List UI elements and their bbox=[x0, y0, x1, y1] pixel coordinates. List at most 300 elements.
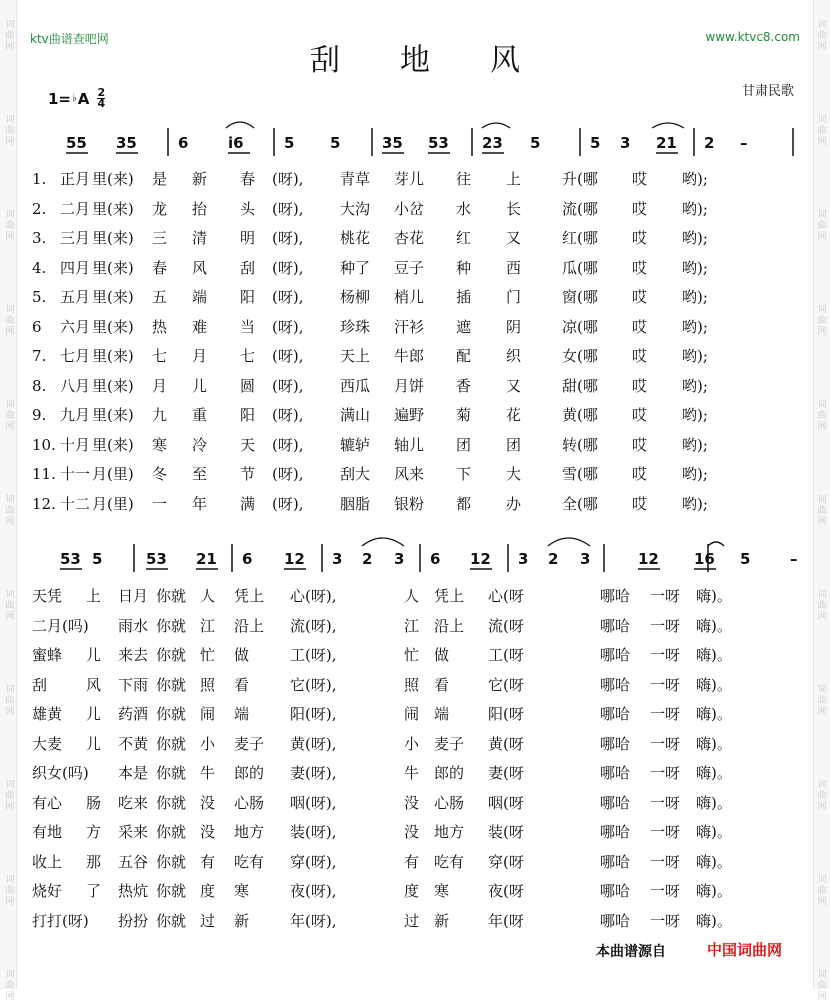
lyric-cell: 一呀 bbox=[650, 793, 681, 812]
lyric-cell: 小 bbox=[404, 734, 420, 753]
lyric-cell: 节 bbox=[240, 465, 256, 483]
lyric-cell: 年(呀 bbox=[488, 911, 524, 930]
lyric-cell: 哎 bbox=[632, 258, 648, 277]
lyric-cell: 黄(呀), bbox=[290, 734, 337, 753]
lyric-cell: 桃花 bbox=[340, 229, 371, 247]
lyric-cell: 12. bbox=[32, 494, 56, 513]
lyric-cell: (呀), bbox=[272, 406, 304, 424]
lyric-cell: 种 bbox=[456, 258, 472, 277]
note: 23 bbox=[482, 134, 503, 152]
lyric-cell: 不黄 bbox=[118, 734, 149, 753]
watermark-glyph: 网 bbox=[817, 137, 827, 147]
watermark-glyph: 曲 bbox=[817, 886, 827, 896]
lyric-cell: 3. bbox=[32, 229, 47, 247]
lyric-cell: 哪哈 bbox=[600, 882, 631, 900]
watermark-glyph: 曲 bbox=[817, 601, 827, 611]
lyric-cell: 十二 bbox=[60, 494, 91, 513]
lyric-cell: 咽(呀), bbox=[290, 793, 337, 812]
lyric-cell: 哪哈 bbox=[600, 646, 631, 664]
lyric-cell: 嗨)。 bbox=[696, 734, 732, 753]
lyric-cell: 杏花 bbox=[394, 229, 425, 247]
lyric-cell: 哪哈 bbox=[600, 823, 631, 841]
note: 5 bbox=[530, 134, 541, 152]
lyric-cell: 你就 bbox=[156, 675, 187, 694]
lyric-cell: 你就 bbox=[156, 646, 187, 664]
lyric-cell: 牛 bbox=[404, 764, 420, 782]
watermark-glyph: 网 bbox=[5, 42, 15, 52]
lyric-cell: 水 bbox=[456, 199, 472, 218]
lyric-cell: 夜(呀 bbox=[488, 882, 524, 900]
lyric-cell: 看 bbox=[234, 675, 250, 694]
lyric-cell: 妻(呀 bbox=[488, 764, 524, 782]
lyric-cell: 有心 bbox=[32, 793, 63, 812]
lyric-cell: 九月 bbox=[60, 406, 91, 424]
lyric-cell: 1. bbox=[32, 170, 47, 188]
lyric-cell: 端 bbox=[192, 288, 208, 306]
lyric-cell: 吃有 bbox=[234, 852, 265, 871]
lyric-cell: 本是 bbox=[118, 764, 149, 782]
lyric-cell: 二月 bbox=[60, 199, 91, 218]
lyric-cell: 里(来) bbox=[92, 317, 134, 336]
lyric-cell: 团 bbox=[506, 435, 522, 454]
lyric-cell: 嗨)。 bbox=[696, 705, 732, 723]
lyric-cell: 一呀 bbox=[650, 882, 681, 900]
lyric-cell: 一呀 bbox=[650, 646, 681, 664]
lyric-cell: 刮大 bbox=[340, 465, 371, 483]
lyric-cell: 牛郎 bbox=[394, 347, 425, 365]
lyric-cell: 香 bbox=[456, 376, 472, 395]
note: 16 bbox=[694, 550, 715, 568]
lyric-cell: 青草 bbox=[340, 170, 371, 188]
lyric-cell: 一呀 bbox=[650, 911, 681, 930]
watermark-glyph: 曲 bbox=[817, 506, 827, 516]
lyric-cell: 心(呀 bbox=[488, 587, 524, 605]
lyric-cell: 哪哈 bbox=[600, 734, 631, 753]
note: i6 bbox=[228, 134, 244, 152]
watermark-glyph: 曲 bbox=[817, 221, 827, 231]
note: 2 bbox=[548, 550, 559, 568]
lyric-cell: 窗(哪 bbox=[562, 288, 598, 306]
lyric-cell: 长 bbox=[506, 199, 522, 218]
lyric-cell: 天上 bbox=[340, 347, 371, 365]
note: 6 bbox=[430, 550, 441, 568]
lyric-cell: 哪哈 bbox=[600, 616, 631, 635]
lyric-cell: 满 bbox=[240, 494, 256, 513]
lyric-cell: 正月 bbox=[60, 170, 91, 188]
lyric-cell: 人 bbox=[404, 587, 420, 605]
watermark-glyph: 曲 bbox=[5, 506, 15, 516]
source-brand-link[interactable]: 中国词曲网 bbox=[707, 941, 783, 959]
watermark-glyph: 词 bbox=[5, 305, 15, 315]
song-origin: 甘肃民歌 bbox=[741, 84, 794, 99]
lyric-cell: 至 bbox=[192, 465, 208, 483]
lyric-cell: 药酒 bbox=[118, 705, 149, 723]
watermark-glyph: 曲 bbox=[817, 31, 827, 41]
lyric-cell: 看 bbox=[434, 675, 450, 694]
lyric-cell: 照 bbox=[200, 675, 216, 694]
lyric-cell: 汗衫 bbox=[394, 317, 425, 336]
lyric-cell: 嗨)。 bbox=[696, 764, 732, 782]
lyric-cell: 闹 bbox=[200, 705, 216, 723]
lyric-cell: 春 bbox=[240, 170, 256, 188]
watermark-glyph: 曲 bbox=[5, 411, 15, 421]
lyric-cell: 西 bbox=[506, 258, 522, 277]
lyric-cell: 有 bbox=[404, 852, 420, 871]
note: 35 bbox=[382, 134, 403, 152]
lyric-cell: 重 bbox=[192, 406, 208, 424]
lyric-cell: 六月 bbox=[60, 317, 91, 336]
lyric-cell: 忙 bbox=[404, 646, 420, 664]
lyric-cell: 珍珠 bbox=[340, 317, 371, 336]
lyric-cell: 明 bbox=[240, 229, 256, 247]
lyric-cell: 没 bbox=[200, 793, 216, 812]
lyric-cell: (呀), bbox=[272, 229, 304, 247]
lyric-cell: 7. bbox=[32, 347, 47, 365]
lyric-cell: 嗨)。 bbox=[696, 882, 732, 900]
lyric-cell: 阳 bbox=[240, 406, 256, 424]
note: 2 bbox=[362, 550, 373, 568]
lyric-cell: 一 bbox=[152, 494, 168, 513]
lyric-cell: 江 bbox=[404, 616, 420, 635]
lyric-cell: 辘轳 bbox=[340, 435, 371, 454]
lyric-cell: (呀), bbox=[272, 376, 304, 395]
lyric-cell: 花 bbox=[506, 406, 522, 424]
time-top: 2 bbox=[97, 86, 106, 99]
lyric-cell: 冬 bbox=[152, 465, 168, 483]
watermark-glyph: 词 bbox=[5, 20, 15, 30]
lyric-cell: 十月 bbox=[60, 435, 91, 454]
lyric-cell: 梢儿 bbox=[394, 288, 425, 306]
lyric-cell: (呀), bbox=[272, 317, 304, 336]
lyric-cell: (呀), bbox=[272, 465, 304, 483]
lyric-cell: 穿(呀), bbox=[290, 852, 337, 871]
watermark-glyph: 网 bbox=[817, 707, 827, 717]
lyric-cell: 七月 bbox=[60, 347, 91, 365]
lyric-cell: 三月 bbox=[60, 229, 91, 247]
slur bbox=[226, 122, 254, 128]
lyric-cell: 一呀 bbox=[650, 823, 681, 841]
lyric-cell: 大麦 bbox=[32, 734, 63, 753]
watermark-glyph: 词 bbox=[817, 780, 827, 790]
lyric-cell: 女(哪 bbox=[562, 347, 598, 365]
lyric-cell: 黄(哪 bbox=[562, 406, 598, 424]
lyric-cell: 月 bbox=[192, 347, 208, 365]
note: 6 bbox=[178, 134, 189, 152]
lyric-cell: 门 bbox=[506, 288, 522, 306]
lyric-cell: 下雨 bbox=[118, 675, 149, 694]
watermark-glyph: 词 bbox=[5, 495, 15, 505]
lyric-cell: 嗨)。 bbox=[696, 616, 732, 635]
lyric-cell: 七 bbox=[152, 347, 168, 365]
lyric-cell: 度 bbox=[200, 882, 216, 900]
lyric-cell: 哪哈 bbox=[600, 852, 631, 871]
watermark-glyph: 曲 bbox=[817, 411, 827, 421]
lyric-cell: 2. bbox=[32, 199, 47, 218]
lyric-cell: 又 bbox=[506, 229, 522, 247]
lyric-cell: 一呀 bbox=[650, 705, 681, 723]
watermark-glyph: 网 bbox=[5, 992, 15, 1002]
lyric-cell: 甜(哪 bbox=[562, 376, 598, 395]
lyric-cell: 哎 bbox=[632, 494, 648, 513]
watermark-glyph: 词 bbox=[817, 305, 827, 315]
lyric-cell: 龙 bbox=[152, 199, 168, 218]
lyric-cell: 里(来) bbox=[92, 229, 134, 247]
lyric-cell: 心(呀), bbox=[290, 587, 337, 605]
lyric-cell: 新 bbox=[192, 170, 208, 188]
watermark-glyph: 曲 bbox=[5, 126, 15, 136]
lyric-cell: 上 bbox=[86, 587, 102, 605]
lyric-cell: 办 bbox=[506, 494, 522, 513]
lyric-cell: 忙 bbox=[200, 646, 216, 664]
slur bbox=[362, 538, 404, 546]
lyric-cell: 儿 bbox=[86, 734, 102, 753]
watermark-glyph: 词 bbox=[817, 875, 827, 885]
source-label: 本曲谱源自 bbox=[596, 944, 666, 960]
lyric-cell: 郎的 bbox=[234, 764, 265, 782]
lyric-cell: 黄(呀 bbox=[488, 734, 524, 753]
lyric-cell: 插 bbox=[456, 288, 472, 306]
lyric-cell: 嗨)。 bbox=[696, 852, 732, 871]
note: 3 bbox=[394, 550, 405, 568]
lyric-cell: 哟); bbox=[682, 288, 708, 306]
lyric-cell: 月饼 bbox=[394, 376, 425, 395]
lyric-cell: 胭脂 bbox=[340, 494, 371, 513]
lyric-cell: 转(哪 bbox=[562, 435, 598, 454]
watermark-glyph: 曲 bbox=[5, 31, 15, 41]
lyric-cell: (呀), bbox=[272, 347, 304, 365]
lyric-cell: 有地 bbox=[32, 823, 63, 841]
lyric-cell: 6 bbox=[32, 317, 42, 336]
lyric-cell: 哎 bbox=[632, 406, 648, 424]
lyric-cell: 寒 bbox=[434, 882, 450, 900]
lyric-cell: 团 bbox=[456, 435, 472, 454]
lyric-cell: 天凭 bbox=[32, 587, 63, 605]
lyric-cell: 里(来) bbox=[92, 406, 134, 424]
lyric-cell: 那 bbox=[86, 852, 102, 871]
lyric-cell: 清 bbox=[192, 229, 208, 247]
lyric-cell: 儿 bbox=[86, 646, 102, 664]
lyric-cell: 当 bbox=[240, 317, 256, 336]
lyric-cell: 了 bbox=[86, 882, 102, 900]
lyric-cell: 沿上 bbox=[434, 616, 465, 635]
lyric-cell: 新 bbox=[234, 911, 250, 930]
lyric-cell: 没 bbox=[404, 793, 420, 812]
lyric-cell: 流(哪 bbox=[562, 199, 598, 218]
lyric-cell: 瓜(哪 bbox=[562, 258, 598, 277]
watermark-glyph: 网 bbox=[817, 992, 827, 1002]
lyric-cell: 有 bbox=[200, 852, 216, 871]
lyric-cell: 冷 bbox=[192, 435, 208, 454]
lyric-cell: 难 bbox=[192, 317, 208, 336]
watermark-glyph: 网 bbox=[817, 42, 827, 52]
lyric-cell: 遍野 bbox=[394, 406, 425, 424]
site-label-left[interactable]: ktv曲谱查吧网 bbox=[30, 32, 109, 46]
lyric-cell: 哟); bbox=[682, 435, 708, 454]
lyric-cell: 圆 bbox=[240, 376, 256, 395]
lyric-cell: (呀), bbox=[272, 199, 304, 218]
lyric-cell: 来去 bbox=[118, 646, 149, 664]
lyric-cell: 阳(呀), bbox=[290, 705, 337, 723]
lyric-cell: 咽(呀 bbox=[488, 793, 524, 812]
lyric-cell: 大沟 bbox=[340, 199, 371, 218]
slur bbox=[482, 123, 510, 128]
lyric-cell: 流(呀 bbox=[488, 616, 524, 635]
lyric-cell: 一呀 bbox=[650, 764, 681, 782]
note: 5 bbox=[284, 134, 295, 152]
slur bbox=[652, 123, 684, 128]
lyric-cell: 全(哪 bbox=[562, 494, 598, 513]
watermark-glyph: 词 bbox=[5, 970, 15, 980]
lyric-cell: 凉(哪 bbox=[562, 317, 598, 336]
lyric-cell: 没 bbox=[404, 823, 420, 841]
lyric-cell: 扮扮 bbox=[118, 911, 149, 930]
lyric-cell: 郎的 bbox=[434, 764, 465, 782]
lyric-cell: 织 bbox=[506, 347, 522, 365]
watermark-glyph: 词 bbox=[817, 495, 827, 505]
watermark-glyph: 网 bbox=[5, 327, 15, 337]
lyric-cell: 哎 bbox=[632, 317, 648, 336]
lyric-cell: 没 bbox=[200, 823, 216, 841]
lyric-cell: 做 bbox=[234, 646, 250, 664]
lyric-cell: 嗨)。 bbox=[696, 675, 732, 694]
slur bbox=[708, 542, 724, 546]
time-bottom: 4 bbox=[97, 97, 106, 110]
lyric-cell: 种了 bbox=[340, 258, 371, 277]
lyric-cell: 春 bbox=[152, 258, 168, 277]
lyric-cell: 月 bbox=[152, 376, 168, 395]
lyric-cell: 雨水 bbox=[118, 616, 149, 635]
lyric-cell: 闹 bbox=[404, 705, 420, 723]
lyric-cell: 你就 bbox=[156, 852, 187, 871]
lyric-cell: 它(呀), bbox=[290, 675, 337, 694]
watermark-glyph: 词 bbox=[5, 685, 15, 695]
watermark-glyph: 词 bbox=[817, 685, 827, 695]
watermark-glyph: 词 bbox=[817, 210, 827, 220]
watermark-glyph: 网 bbox=[5, 707, 15, 717]
note: 53 bbox=[146, 550, 167, 568]
lyric-cell: 小 bbox=[200, 734, 216, 753]
lyric-cell: 豆子 bbox=[394, 258, 425, 277]
lyric-cell: 天 bbox=[240, 435, 256, 454]
lyric-cell: 哟); bbox=[682, 494, 708, 513]
lyric-cell: 芽儿 bbox=[394, 170, 425, 188]
lyric-cell: 里(来) bbox=[92, 376, 134, 395]
watermark-glyph: 网 bbox=[5, 802, 15, 812]
lyric-cell: 采来 bbox=[118, 823, 149, 841]
lyric-cell: 过 bbox=[404, 911, 420, 930]
watermark-glyph: 曲 bbox=[817, 791, 827, 801]
key-prefix: 1= bbox=[48, 89, 72, 108]
note: 21 bbox=[656, 134, 677, 152]
lyric-cell: 一呀 bbox=[650, 734, 681, 753]
lyric-cell: 哟); bbox=[682, 376, 708, 395]
lyric-cell: 你就 bbox=[156, 705, 187, 723]
lyric-cell: 哎 bbox=[632, 170, 648, 188]
lyric-cell: 端 bbox=[234, 705, 250, 723]
note: 3 bbox=[518, 550, 529, 568]
watermark-glyph: 曲 bbox=[817, 126, 827, 136]
lyric-cell: 九 bbox=[152, 406, 168, 424]
lyric-cell: 麦子 bbox=[434, 734, 465, 753]
lyric-cell: 收上 bbox=[32, 852, 63, 871]
watermark-glyph: 词 bbox=[5, 115, 15, 125]
lyric-cell: 你就 bbox=[156, 793, 187, 812]
lyric-cell: 吃有 bbox=[434, 852, 465, 871]
lyric-cell: 一呀 bbox=[650, 675, 681, 694]
lyric-cell: 凭上 bbox=[234, 587, 265, 605]
watermark-glyph: 曲 bbox=[5, 791, 15, 801]
lyric-cell: 十一 bbox=[60, 465, 91, 483]
lyric-cell: 雄黄 bbox=[32, 705, 63, 723]
lyric-cell: 哎 bbox=[632, 288, 648, 306]
lyric-cell: 穿(呀 bbox=[488, 852, 524, 871]
lyric-cell: 哪哈 bbox=[600, 764, 631, 782]
lyric-cell: 度 bbox=[404, 882, 420, 900]
lyric-cell: 红(哪 bbox=[562, 229, 598, 247]
lyric-cell: 心肠 bbox=[234, 793, 265, 812]
lyric-cell: 儿 bbox=[86, 705, 102, 723]
lyric-cell: 哎 bbox=[632, 199, 648, 218]
lyric-cell: 三 bbox=[152, 229, 168, 247]
lyric-cell: 头 bbox=[240, 199, 256, 218]
note: 12 bbox=[638, 550, 659, 568]
lyric-cell: 8. bbox=[32, 376, 47, 395]
lyric-cell: 装(呀 bbox=[488, 823, 524, 841]
lyric-cell: 哟); bbox=[682, 465, 708, 483]
lyric-cell: 往 bbox=[456, 170, 472, 188]
lyric-cell: 阳 bbox=[240, 288, 256, 306]
lyric-cell: 你就 bbox=[156, 616, 187, 635]
lyric-cell: 刮 bbox=[240, 258, 256, 277]
note: 2 bbox=[704, 134, 715, 152]
lyric-cell: 凭上 bbox=[434, 587, 465, 605]
watermark-glyph: 网 bbox=[5, 422, 15, 432]
lyric-cell: 哪哈 bbox=[600, 587, 631, 605]
site-url-right[interactable]: www.ktvc8.com bbox=[705, 30, 800, 44]
lyric-cell: 吃来 bbox=[118, 793, 149, 812]
watermark-glyph: 网 bbox=[5, 137, 15, 147]
watermark-glyph: 词 bbox=[817, 590, 827, 600]
note: 55 bbox=[66, 134, 87, 152]
lyric-cell: (呀), bbox=[272, 288, 304, 306]
lyric-cell: (呀), bbox=[272, 258, 304, 277]
lyric-cell: 妻(呀), bbox=[290, 764, 337, 782]
lyric-cell: 遮 bbox=[456, 317, 472, 336]
lyric-cell: 工(呀 bbox=[488, 646, 524, 664]
lyric-cell: 里(来) bbox=[92, 347, 134, 365]
lyric-cell: 哟); bbox=[682, 406, 708, 424]
lyric-cell: (呀), bbox=[272, 494, 304, 513]
watermark-glyph: 网 bbox=[5, 612, 15, 622]
lyric-cell: 西瓜 bbox=[340, 376, 371, 395]
lyric-cell: 嗨)。 bbox=[696, 911, 732, 930]
lyric-cell: 哎 bbox=[632, 435, 648, 454]
lyric-cell: 哎 bbox=[632, 376, 648, 395]
lyric-cell: 二月(吗) bbox=[32, 616, 89, 635]
lyric-cell: 夜(呀), bbox=[290, 882, 337, 900]
lyric-cell: 里(来) bbox=[92, 258, 134, 277]
lyric-cell: 五谷 bbox=[118, 852, 149, 871]
lyric-cell: 人 bbox=[200, 587, 216, 605]
lyric-cell: 热 bbox=[152, 317, 168, 336]
lyric-cell: 又 bbox=[506, 376, 522, 395]
lyric-cell: 是 bbox=[152, 170, 168, 188]
lyric-cell: 地方 bbox=[434, 823, 465, 841]
lyric-cell: 4. bbox=[32, 258, 47, 277]
lyric-cell: 寒 bbox=[152, 435, 168, 454]
note: – bbox=[790, 550, 798, 568]
lyric-cell: 雪(哪 bbox=[562, 465, 598, 483]
